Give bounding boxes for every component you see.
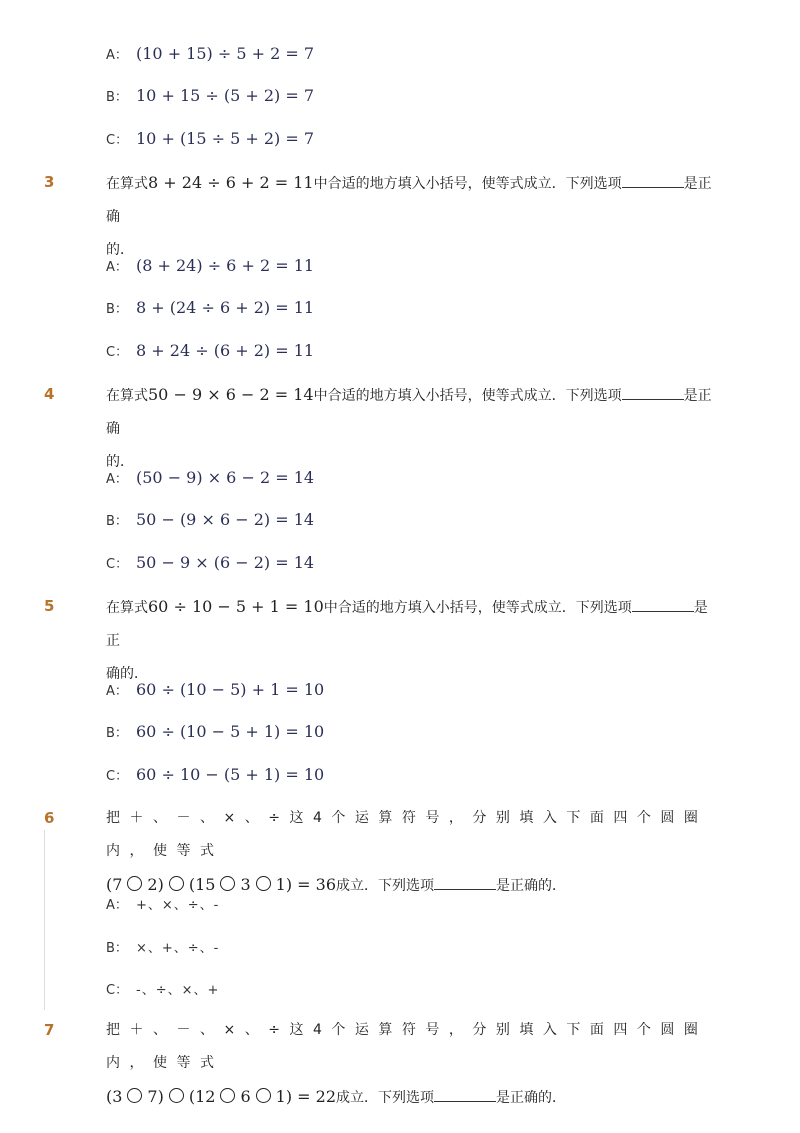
question-stem <box>106 1014 714 1115</box>
option-a <box>106 468 314 487</box>
option-c <box>106 553 314 572</box>
circle-blank <box>256 876 271 891</box>
question-stem <box>106 378 714 479</box>
stem-text-wrap: 确的． <box>106 666 148 682</box>
option-c <box>106 341 314 360</box>
option-label: B： <box>106 726 128 741</box>
question-divider <box>44 830 45 1010</box>
option-a <box>106 256 314 275</box>
option-label: A： <box>106 472 128 487</box>
option-expression: (50 − 9) × 6 − 2 = 14 <box>136 468 315 487</box>
stem-text-end: 是正确的． <box>496 878 566 894</box>
option-a <box>106 894 219 913</box>
stem-text-end: 是正 <box>106 600 708 649</box>
stem-text-end: 是正确 <box>106 176 712 225</box>
option-c <box>106 979 219 998</box>
question-stem <box>106 802 714 903</box>
answer-blank <box>434 1087 496 1102</box>
option-expression: ×、+、÷、- <box>136 941 220 956</box>
option-label: A： <box>106 260 128 275</box>
circle-blank <box>256 1088 271 1103</box>
stem-text: 中合适的地方填入小括号，使等式成立．下列选项 <box>313 388 622 404</box>
option-label: A： <box>106 898 128 913</box>
stem-text: 成立．下列选项 <box>336 1090 434 1106</box>
circle-blank <box>220 876 235 891</box>
equation-part: (15 <box>188 875 216 894</box>
option-expression: 8 + 24 ÷ (6 + 2) = 11 <box>136 341 315 360</box>
stem-prefix: 在算式 <box>106 388 148 404</box>
answer-blank <box>434 875 496 890</box>
circle-blank <box>169 1088 184 1103</box>
stem-line: 把＋、－、×、÷这4个运算符号，分别填入下面四个圆圈内，使等式 <box>106 810 708 859</box>
question-number: 6 <box>44 809 55 827</box>
option-expression: 8 + (24 ÷ 6 + 2) = 11 <box>136 298 315 317</box>
option-expression: 60 ÷ (10 − 5) + 1 = 10 <box>136 680 325 699</box>
equation-part: (3 <box>106 1087 123 1106</box>
option-a <box>106 44 314 63</box>
option-c <box>106 129 314 148</box>
option-label: B： <box>106 941 128 956</box>
option-expression: +、×、÷、- <box>136 898 220 913</box>
stem-text: 中合适的地方填入小括号，使等式成立．下列选项 <box>323 600 632 616</box>
question-stem <box>106 590 714 691</box>
question-number: 5 <box>44 597 55 615</box>
option-expression: 60 ÷ 10 − (5 + 1) = 10 <box>136 765 325 784</box>
answer-blank <box>622 385 684 400</box>
question-number: 7 <box>44 1021 55 1039</box>
equation-part: (12 <box>188 1087 216 1106</box>
stem-text-end: 是正确的． <box>496 1090 566 1106</box>
option-label: A： <box>106 684 128 699</box>
question-number: 4 <box>44 385 55 403</box>
stem-expression: 60 ÷ 10 − 5 + 1 = 10 <box>148 597 324 616</box>
equation-part: 3 <box>240 875 251 894</box>
question-stem <box>106 166 714 267</box>
stem-text-end: 是正确 <box>106 388 712 437</box>
option-label: C： <box>106 557 129 572</box>
option-expression: 50 − 9 × (6 − 2) = 14 <box>136 553 315 572</box>
option-expression: 10 + 15 ÷ (5 + 2) = 7 <box>136 86 315 105</box>
equation-part: 2) <box>147 875 164 894</box>
option-label: C： <box>106 769 129 784</box>
option-b <box>106 722 324 741</box>
equation-part: 6 <box>240 1087 251 1106</box>
circle-blank <box>127 876 142 891</box>
option-c <box>106 765 324 784</box>
option-label: C： <box>106 345 129 360</box>
equation-part: 1) = 36 <box>275 875 336 894</box>
answer-blank <box>632 597 694 612</box>
option-b <box>106 937 219 956</box>
option-expression: 10 + (15 ÷ 5 + 2) = 7 <box>136 129 315 148</box>
option-label: A： <box>106 48 128 63</box>
option-label: B： <box>106 302 128 317</box>
stem-expression: 50 − 9 × 6 − 2 = 14 <box>148 385 314 404</box>
equation-part: 1) = 22 <box>275 1087 336 1106</box>
option-label: C： <box>106 133 129 148</box>
option-expression: 50 − (9 × 6 − 2) = 14 <box>136 510 315 529</box>
circle-blank <box>220 1088 235 1103</box>
stem-text-wrap: 的． <box>106 454 134 470</box>
option-label: B： <box>106 514 128 529</box>
circle-blank <box>169 876 184 891</box>
question-number: 3 <box>44 173 55 191</box>
answer-blank <box>622 173 684 188</box>
stem-text: 中合适的地方填入小括号，使等式成立．下列选项 <box>313 176 622 192</box>
stem-prefix: 在算式 <box>106 600 148 616</box>
stem-text: 成立．下列选项 <box>336 878 434 894</box>
equation-part: (7 <box>106 875 123 894</box>
option-b <box>106 86 314 105</box>
option-b <box>106 298 314 317</box>
option-label: B： <box>106 90 128 105</box>
stem-line: 把＋、－、×、÷这4个运算符号，分别填入下面四个圆圈内，使等式 <box>106 1022 708 1071</box>
option-expression: (10 + 15) ÷ 5 + 2 = 7 <box>136 44 315 63</box>
circle-blank <box>127 1088 142 1103</box>
option-label: C： <box>106 983 129 998</box>
equation-part: 7) <box>147 1087 164 1106</box>
option-a <box>106 680 324 699</box>
option-expression: -、÷、×、+ <box>136 983 220 998</box>
option-expression: (8 + 24) ÷ 6 + 2 = 11 <box>136 256 315 275</box>
option-expression: 60 ÷ (10 − 5 + 1) = 10 <box>136 722 325 741</box>
stem-text-wrap: 的． <box>106 242 134 258</box>
stem-prefix: 在算式 <box>106 176 148 192</box>
stem-expression: 8 + 24 ÷ 6 + 2 = 11 <box>148 173 314 192</box>
option-b <box>106 510 314 529</box>
